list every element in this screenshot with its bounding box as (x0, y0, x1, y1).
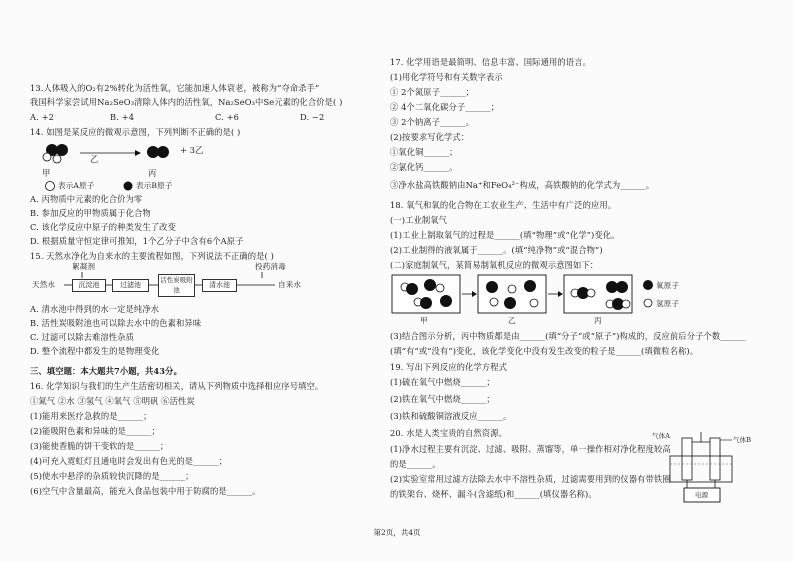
q15-option-d: D. 整个流程中都发生的是物理变化 (30, 346, 160, 356)
q19-item-3: (3)铁和硫酸铜溶液反应______。 (390, 411, 512, 421)
q20-item-2a: (2)实验室常用过滤方法除去水中不溶性杂质，过滤需要用到的仪器有带铁圈 (390, 474, 671, 484)
q20-line-1: 20. 水是人类宝贵的自然资源。 (390, 428, 507, 438)
q13-line-1: 13.人体吸入的O₂有2%转化为活性氧，它能加速人体衰老，被称为“夺命杀手” (30, 83, 320, 93)
q19-item-2: (2)铁在氧气中燃烧______； (390, 394, 495, 404)
q13-line-2: 我国科学家尝试用Na₂SeO₃清除人体内的活性氧，Na₂SeO₃中Se元素的化合价是( ) (30, 97, 343, 107)
q15-carbon-tank: 活性炭吸附池 (158, 274, 195, 297)
q18-sub-1: (一)工业制氧气 (390, 215, 448, 225)
q14-reaction-diagram (40, 138, 230, 176)
q18-legend-hydrogen: 氢原子 (656, 299, 680, 308)
q15-natural-water: 天然水 (32, 280, 56, 289)
q15-tap-water: 自来水 (278, 280, 302, 289)
q16-item-2: (2)能吸附色素和异味的是______； (30, 426, 160, 436)
q14-label-yi: 乙 (90, 154, 99, 164)
q17-e: ②氯化钙______。 (390, 162, 458, 172)
q15-option-a: A. 清水池中得到的水一定是纯净水 (30, 304, 160, 314)
q15-option-c: C. 过滤可以除去难溶性杂质 (30, 332, 134, 342)
q18-sub-2: (二)家庭制氧气，某简易制氧机反应的微观示意图如下： (390, 260, 599, 270)
q16-item-4: (4)可充入霓虹灯且通电时会发出有色光的是______； (30, 456, 228, 466)
q14-option-d: D. 根据质量守恒定律可推知，1个乙分子中含有6个A原子 (30, 236, 244, 246)
q13-option-b: B. +4 (110, 112, 135, 122)
q17-sub-2: (2)按要求写化学式： (390, 132, 470, 142)
q14-legend-b-icon (122, 180, 134, 192)
q18-box-bing: 丙 (594, 316, 602, 325)
q15-filter-tank: 过滤池 (112, 279, 149, 292)
q14-label-bing: 丙 (148, 168, 157, 178)
q15-line-1: 15. 天然水净化为自来水的主要流程如图，下列说法不正确的是( ) (30, 251, 274, 261)
q14-line-1: 14. 如图是某反应的微观示意图，下列判断不正确的是( ) (30, 127, 241, 137)
q13-option-d: D. −2 (300, 112, 325, 122)
q13-option-a: A. +2 (30, 112, 54, 122)
q20-gas-a: 气体A (652, 432, 670, 440)
q16-item-6: (6)空气中含量最高，能充入食品包装中用于防腐的是______。 (30, 486, 261, 496)
q14-molecule-bing (147, 146, 169, 158)
q14-legend-a: 表示A原子 (58, 181, 95, 190)
q16-line-1: 16. 化学知识与我们的生产生活密切相关，请从下列物质中选择相应序号填空。 (30, 381, 324, 391)
q14-legend-a-icon (44, 180, 56, 192)
q15-option-b: B. 活性炭吸附池也可以除去水中的色素和异味 (30, 318, 202, 328)
q15-disinfect: 投药消毒 (255, 262, 286, 271)
q17-a: ① 2个氮原子______； (390, 87, 474, 97)
q15-clear-water-tank: 清水池 (202, 279, 237, 292)
q19-line-1: 19. 写出下列反应的化学方程式 (390, 362, 507, 372)
q20-power-supply: 电源 (695, 491, 709, 499)
q18-box-yi: 乙 (508, 316, 516, 325)
q14-label-jia: 甲 (42, 168, 51, 178)
q16-item-1: (1)能用来医疗急救的是______； (30, 411, 152, 421)
q18-item-3a: (3)结合图示分析，丙中物质都是由______(填“分子”或“原子”)构成的，反应前后分子个数______ (390, 331, 746, 341)
q15-flocculant: 絮凝剂 (72, 262, 96, 271)
q18-item-2: (2)工业制得的液氧属于______。(填“纯净物”或“混合物”) (390, 245, 603, 255)
q13-option-c: C. +6 (215, 112, 240, 122)
q17-f: ③净水盐高铁酸钠由Na⁺和FeO₄²⁻构成，高铁酸钠的化学式为______。 (390, 180, 655, 190)
q14-legend-b: 表示B原子 (136, 181, 173, 190)
q18-box-jia: 甲 (420, 316, 428, 325)
q14-molecule-jia (43, 144, 68, 163)
q18-item-3b: (填“有”或“没有”)变化，该化学变化中没有发生改变的粒子是______(填微粒名称)。 (390, 346, 699, 356)
q18-reaction-diagram (390, 273, 690, 318)
q20-item-1a: (1)净水过程主要有沉淀、过滤、吸附、蒸馏等，单一操作相对净化程度较高 (390, 444, 671, 454)
q16-item-3: (3)能使香脆的饼干变软的是______； (30, 441, 169, 451)
q17-c: ③ 2个钠离子______。 (390, 117, 474, 127)
q20-item-1b: 的是______。 (390, 459, 441, 469)
q14-option-b: B. 参加反应的甲物质属于化合物 (30, 208, 151, 218)
section-3-heading: 三、填空题：本大题共7小题，共43分。 (30, 366, 182, 376)
q18-legend-oxygen: 氧原子 (656, 281, 680, 290)
page-footer: 第2页，共4页 (373, 528, 421, 537)
q19-item-1: (1)硫在氧气中燃烧______； (390, 377, 495, 387)
q18-line-1: 18. 氧气和氧的化合物在工农业生产、生活中有广泛的应用。 (390, 200, 617, 210)
q16-options: ①氮气 ②水 ③氢气 ④氧气 ⑤明矾 ⑥活性炭 (30, 396, 195, 406)
q20-item-2b: 的铁架台、烧杯、漏斗(含滤纸)和______(填仪器名称)。 (390, 489, 597, 499)
q20-gas-b: 气体B (733, 436, 752, 444)
q14-option-c: C. 该化学反应中原子的种类发生了改变 (30, 222, 176, 232)
q17-line-1: 17. 化学用语是最简明、信息丰富、国际通用的语言。 (390, 57, 591, 67)
q17-b: ② 4个二氧化碳分子______； (390, 102, 500, 112)
q14-option-a: A. 丙物质中元素的化合价为零 (30, 194, 143, 204)
q17-sub-1: (1)用化学符号和有关数字表示 (390, 72, 503, 82)
q18-item-1: (1)工业上制取氧气的过程是______(填“物理”或“化学”)变化。 (390, 230, 620, 240)
q16-item-5: (5)使水中悬浮的杂质较快沉降的是______； (30, 471, 194, 481)
q15-sedimentation-tank: 沉淀池 (72, 279, 106, 292)
q14-plus-yi: + 3乙 (180, 145, 204, 155)
q17-d: ①氧化铜______； (390, 147, 458, 157)
